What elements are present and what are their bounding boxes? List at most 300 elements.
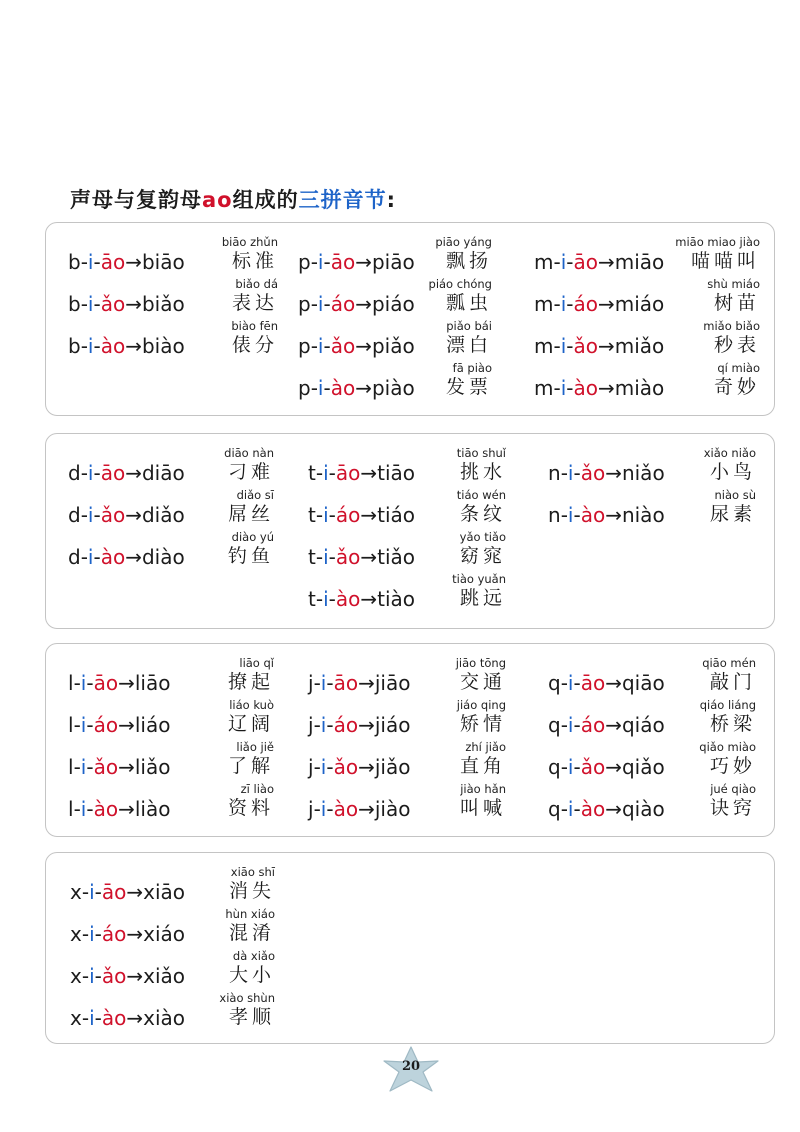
final-ao: ǎo <box>100 503 126 527</box>
spelling-formula <box>534 291 664 317</box>
syllable-entry <box>548 782 756 824</box>
separator: - <box>73 713 81 737</box>
separator: - <box>573 797 581 821</box>
initial: b <box>68 250 81 274</box>
word-hanzi: 敲门 <box>709 671 756 693</box>
spelling-formula <box>308 796 410 822</box>
page-number: 20 <box>401 1059 421 1074</box>
separator: - <box>313 797 321 821</box>
medial-i: i <box>89 922 95 946</box>
separator: - <box>326 797 334 821</box>
separator: - <box>326 671 334 695</box>
title-colon: : <box>386 188 397 212</box>
spelling-formula <box>68 754 170 780</box>
syllable-result: biǎo <box>141 292 185 316</box>
arrow: → <box>597 250 615 274</box>
final-ao: ǎo <box>580 755 606 779</box>
spelling-formula <box>68 333 185 359</box>
spelling-formula <box>298 291 415 317</box>
word-hanzi: 辽阔 <box>227 713 274 735</box>
word-pinyin: piāo yáng <box>435 235 492 249</box>
title-highlight: 三拼音节 <box>298 188 387 212</box>
word-pinyin: dà xiǎo <box>232 949 275 963</box>
final-ao: ào <box>93 797 119 821</box>
separator: - <box>80 292 88 316</box>
final-ao: áo <box>573 292 598 316</box>
syllable-result: xiào <box>143 1006 185 1030</box>
separator: - <box>73 671 81 695</box>
separator: - <box>323 376 331 400</box>
column <box>68 235 278 361</box>
word-hanzi: 漂白 <box>445 334 492 356</box>
medial-i: i <box>320 713 327 737</box>
spelling-formula <box>68 291 185 317</box>
spelling-formula <box>534 375 664 401</box>
arrow: → <box>126 1006 144 1030</box>
medial-i: i <box>567 461 574 485</box>
medial-i: i <box>87 292 94 316</box>
separator: - <box>566 292 574 316</box>
syllable-entry <box>70 949 275 991</box>
section-box-bpm <box>45 222 775 416</box>
syllable-result: xiāo <box>143 880 185 904</box>
final-ao: áo <box>330 292 356 316</box>
medial-i: i <box>323 461 329 485</box>
spelling-formula <box>308 544 415 570</box>
arrow: → <box>355 376 372 400</box>
word-hanzi: 屌丝 <box>227 503 274 525</box>
word-pinyin: diāo nàn <box>224 446 274 460</box>
final-ao: áo <box>333 713 359 737</box>
syllable-result: xiáo <box>143 922 185 946</box>
word-hanzi: 挑水 <box>459 461 506 483</box>
separator: - <box>80 250 88 274</box>
separator: - <box>323 292 331 316</box>
final-ao: ǎo <box>93 755 119 779</box>
separator: - <box>560 461 568 485</box>
spelling-formula <box>70 1005 185 1031</box>
separator: - <box>328 545 336 569</box>
spelling-formula <box>68 460 185 486</box>
separator: - <box>328 587 336 611</box>
medial-i: i <box>317 376 324 400</box>
word-hanzi: 钓鱼 <box>227 545 274 567</box>
word-hanzi: 小鸟 <box>709 461 756 483</box>
arrow: → <box>126 964 144 988</box>
separator: - <box>323 250 331 274</box>
word-hanzi: 矫情 <box>459 713 506 735</box>
initial: t <box>308 545 316 569</box>
word-pinyin: shù miáo <box>707 277 760 291</box>
separator: - <box>86 671 94 695</box>
spelling-formula <box>308 712 410 738</box>
separator: - <box>313 713 321 737</box>
syllable-result: liáo <box>134 713 171 737</box>
arrow: → <box>597 334 615 358</box>
spelling-formula <box>70 879 185 905</box>
word-pinyin: jiāo tōng <box>455 656 506 670</box>
syllable-entry <box>308 572 506 614</box>
syllable-entry <box>68 277 278 319</box>
initial: x <box>70 1006 82 1030</box>
initial: m <box>534 250 554 274</box>
syllable-result: jiǎo <box>374 755 411 779</box>
medial-i: i <box>80 755 87 779</box>
word-pinyin: jué qiào <box>710 782 756 796</box>
syllable-result: biāo <box>141 250 185 274</box>
arrow: → <box>360 503 378 527</box>
initial: p <box>298 334 311 358</box>
arrow: → <box>605 671 622 695</box>
column <box>308 656 506 824</box>
medial-i: i <box>89 1006 95 1030</box>
medial-i: i <box>560 376 567 400</box>
syllable-entry <box>298 319 492 361</box>
final-ao: ǎo <box>580 461 606 485</box>
arrow: → <box>118 755 135 779</box>
medial-i: i <box>317 334 324 358</box>
syllable-entry <box>548 740 756 782</box>
initial: b <box>68 334 81 358</box>
syllable-result: miào <box>614 376 665 400</box>
column <box>68 656 274 824</box>
separator: - <box>73 797 81 821</box>
medial-i: i <box>320 671 327 695</box>
initial: q <box>548 713 561 737</box>
initial: j <box>308 671 314 695</box>
arrow: → <box>125 461 142 485</box>
initial: d <box>68 503 81 527</box>
word-pinyin: yǎo tiǎo <box>459 530 506 544</box>
word-pinyin: xiào shùn <box>219 991 275 1005</box>
spelling-formula <box>68 249 185 275</box>
separator: - <box>560 755 568 779</box>
word-pinyin: xiǎo niǎo <box>703 446 756 460</box>
syllable-entry <box>70 991 275 1033</box>
word-pinyin: xiāo shī <box>230 865 275 879</box>
medial-i: i <box>567 503 574 527</box>
syllable-result: piāo <box>371 250 415 274</box>
arrow: → <box>355 250 372 274</box>
final-ao: āo <box>333 671 359 695</box>
spelling-formula <box>534 249 664 275</box>
syllable-result: jiáo <box>374 713 411 737</box>
medial-i: i <box>320 797 327 821</box>
spelling-formula <box>70 963 185 989</box>
word-pinyin: tiào yuǎn <box>452 572 506 586</box>
syllable-entry <box>68 446 274 488</box>
spelling-formula <box>70 921 185 947</box>
medial-i: i <box>89 964 95 988</box>
separator: - <box>81 880 90 904</box>
final-ao: áo <box>580 713 606 737</box>
separator: - <box>328 461 336 485</box>
spelling-formula <box>68 670 170 696</box>
initial: q <box>548 755 561 779</box>
spelling-formula <box>548 754 665 780</box>
separator: - <box>73 755 81 779</box>
initial: t <box>308 461 316 485</box>
word-hanzi: 跳远 <box>459 587 506 609</box>
arrow: → <box>358 671 375 695</box>
final-ao: ào <box>573 376 598 400</box>
final-ao: ǎo <box>100 292 126 316</box>
spelling-formula <box>68 796 170 822</box>
word-pinyin: diào yú <box>231 530 274 544</box>
syllable-entry <box>308 488 506 530</box>
word-hanzi: 诀窍 <box>709 797 756 819</box>
separator: - <box>313 671 321 695</box>
word-pinyin: biāo zhǔn <box>221 235 278 249</box>
medial-i: i <box>323 545 329 569</box>
final-ao: ào <box>100 545 126 569</box>
final-ao: āo <box>330 250 356 274</box>
initial: m <box>534 292 554 316</box>
initial: t <box>308 587 316 611</box>
word-pinyin: tiáo wén <box>456 488 506 502</box>
syllable-result: qiǎo <box>621 755 665 779</box>
separator: - <box>313 755 321 779</box>
arrow: → <box>605 797 622 821</box>
final-ao: ào <box>333 797 359 821</box>
word-pinyin: zhí jiǎo <box>465 740 506 754</box>
word-pinyin: liáo kuò <box>229 698 274 712</box>
separator: - <box>573 671 581 695</box>
spelling-formula <box>548 460 665 486</box>
arrow: → <box>125 292 142 316</box>
separator: - <box>94 964 102 988</box>
final-ao: ào <box>100 334 126 358</box>
spelling-formula <box>298 249 415 275</box>
medial-i: i <box>89 880 95 904</box>
syllable-result: diāo <box>141 461 185 485</box>
spelling-formula <box>68 544 185 570</box>
syllable-result: xiǎo <box>143 964 185 988</box>
initial: b <box>68 292 81 316</box>
word-hanzi: 尿素 <box>709 503 756 525</box>
arrow: → <box>605 503 622 527</box>
word-hanzi: 直角 <box>459 755 506 777</box>
syllable-entry <box>308 782 506 824</box>
spelling-formula <box>548 712 665 738</box>
arrow: → <box>125 545 142 569</box>
syllable-entry <box>534 277 760 319</box>
syllable-entry <box>534 235 760 277</box>
final-ao: ào <box>580 503 606 527</box>
word-hanzi: 混淆 <box>228 922 275 944</box>
syllable-entry <box>68 698 274 740</box>
syllable-result: tiào <box>377 587 415 611</box>
initial: p <box>298 250 311 274</box>
separator: - <box>573 755 581 779</box>
title-final-ao: ao <box>202 188 233 212</box>
separator: - <box>80 461 88 485</box>
word-hanzi: 叫喊 <box>459 797 506 819</box>
syllable-entry <box>298 361 492 403</box>
syllable-result: tiáo <box>377 503 415 527</box>
syllable-result: piào <box>371 376 415 400</box>
syllable-result: niào <box>621 503 665 527</box>
syllable-result: diǎo <box>141 503 185 527</box>
medial-i: i <box>323 587 329 611</box>
initial: p <box>298 292 311 316</box>
separator: - <box>93 545 101 569</box>
syllable-result: miáo <box>614 292 665 316</box>
column <box>548 446 756 530</box>
word-hanzi: 俵分 <box>231 334 278 356</box>
initial: m <box>534 376 554 400</box>
word-pinyin: qí miào <box>717 361 760 375</box>
final-ao: ǎo <box>101 964 127 988</box>
spelling-formula <box>308 586 415 612</box>
word-pinyin: piǎo bái <box>446 319 492 333</box>
syllable-result: liāo <box>134 671 171 695</box>
medial-i: i <box>323 503 329 527</box>
final-ao: āo <box>335 461 361 485</box>
separator: - <box>81 922 90 946</box>
column <box>534 235 760 403</box>
syllable-entry <box>308 698 506 740</box>
syllable-result: liǎo <box>134 755 171 779</box>
separator: - <box>80 334 88 358</box>
word-pinyin: niào sù <box>714 488 756 502</box>
spelling-formula <box>308 670 410 696</box>
arrow: → <box>125 250 142 274</box>
arrow: → <box>355 334 372 358</box>
spelling-formula <box>68 712 170 738</box>
syllable-entry <box>548 698 756 740</box>
separator: - <box>315 587 324 611</box>
separator: - <box>93 461 101 485</box>
medial-i: i <box>80 713 87 737</box>
separator: - <box>573 503 581 527</box>
separator: - <box>94 1006 102 1030</box>
word-hanzi: 刁难 <box>227 461 274 483</box>
section-box-x <box>45 852 775 1044</box>
spelling-formula <box>298 333 415 359</box>
separator: - <box>310 376 318 400</box>
arrow: → <box>358 755 375 779</box>
syllable-entry <box>70 865 275 907</box>
word-hanzi: 喵喵叫 <box>690 250 760 272</box>
final-ao: āo <box>100 250 126 274</box>
word-hanzi: 交通 <box>459 671 506 693</box>
syllable-entry <box>548 656 756 698</box>
medial-i: i <box>80 671 87 695</box>
title-middle: 组成的 <box>232 188 299 212</box>
word-hanzi: 表达 <box>231 292 278 314</box>
word-hanzi: 树苗 <box>713 292 760 314</box>
arrow: → <box>125 503 142 527</box>
arrow: → <box>358 797 375 821</box>
word-pinyin: diǎo sī <box>236 488 274 502</box>
separator: - <box>553 292 561 316</box>
separator: - <box>560 671 568 695</box>
word-pinyin: qiǎo miào <box>699 740 756 754</box>
arrow: → <box>358 713 375 737</box>
word-pinyin: piáo chóng <box>428 277 492 291</box>
spelling-formula <box>548 502 665 528</box>
separator: - <box>326 713 334 737</box>
final-ao: ào <box>580 797 606 821</box>
arrow: → <box>597 292 615 316</box>
word-hanzi: 巧妙 <box>709 755 756 777</box>
final-ao: ào <box>330 376 356 400</box>
arrow: → <box>605 713 622 737</box>
final-ao: áo <box>101 922 127 946</box>
arrow: → <box>125 334 142 358</box>
syllable-entry <box>68 319 278 361</box>
arrow: → <box>126 880 144 904</box>
medial-i: i <box>560 250 567 274</box>
separator: - <box>315 503 324 527</box>
word-hanzi: 孝顺 <box>228 1006 275 1028</box>
syllable-entry <box>68 740 274 782</box>
medial-i: i <box>560 334 567 358</box>
word-hanzi: 发票 <box>445 376 492 398</box>
arrow: → <box>118 671 135 695</box>
word-hanzi: 了解 <box>227 755 274 777</box>
medial-i: i <box>560 292 567 316</box>
initial: l <box>68 713 74 737</box>
word-hanzi: 大小 <box>228 964 275 986</box>
spelling-formula <box>68 502 185 528</box>
spelling-formula <box>308 502 415 528</box>
word-hanzi: 标准 <box>231 250 278 272</box>
separator: - <box>560 713 568 737</box>
initial: n <box>548 461 561 485</box>
word-hanzi: 条纹 <box>459 503 506 525</box>
column <box>308 446 506 614</box>
arrow: → <box>118 797 135 821</box>
word-pinyin: hùn xiáo <box>225 907 275 921</box>
separator: - <box>566 376 574 400</box>
separator: - <box>560 797 568 821</box>
initial: p <box>298 376 311 400</box>
final-ao: ǎo <box>333 755 359 779</box>
medial-i: i <box>87 503 94 527</box>
separator: - <box>553 376 561 400</box>
arrow: → <box>360 461 378 485</box>
final-ao: āo <box>573 250 598 274</box>
initial: j <box>308 713 314 737</box>
syllable-entry <box>534 361 760 403</box>
syllable-entry <box>298 235 492 277</box>
syllable-result: piáo <box>371 292 415 316</box>
final-ao: ào <box>335 587 361 611</box>
medial-i: i <box>87 461 94 485</box>
word-pinyin: jiào hǎn <box>460 782 506 796</box>
syllable-entry <box>68 782 274 824</box>
separator: - <box>93 250 101 274</box>
separator: - <box>310 250 318 274</box>
syllable-entry <box>70 907 275 949</box>
separator: - <box>81 964 90 988</box>
syllable-entry <box>308 656 506 698</box>
column <box>548 656 756 824</box>
initial: t <box>308 503 316 527</box>
spelling-formula <box>308 754 410 780</box>
word-pinyin: zī liào <box>240 782 274 796</box>
arrow: → <box>360 545 378 569</box>
syllable-entry <box>68 656 274 698</box>
initial: j <box>308 755 314 779</box>
final-ao: ào <box>101 1006 127 1030</box>
initial: d <box>68 545 81 569</box>
spelling-formula <box>308 460 415 486</box>
page-title <box>70 184 396 214</box>
word-hanzi: 消失 <box>228 880 275 902</box>
